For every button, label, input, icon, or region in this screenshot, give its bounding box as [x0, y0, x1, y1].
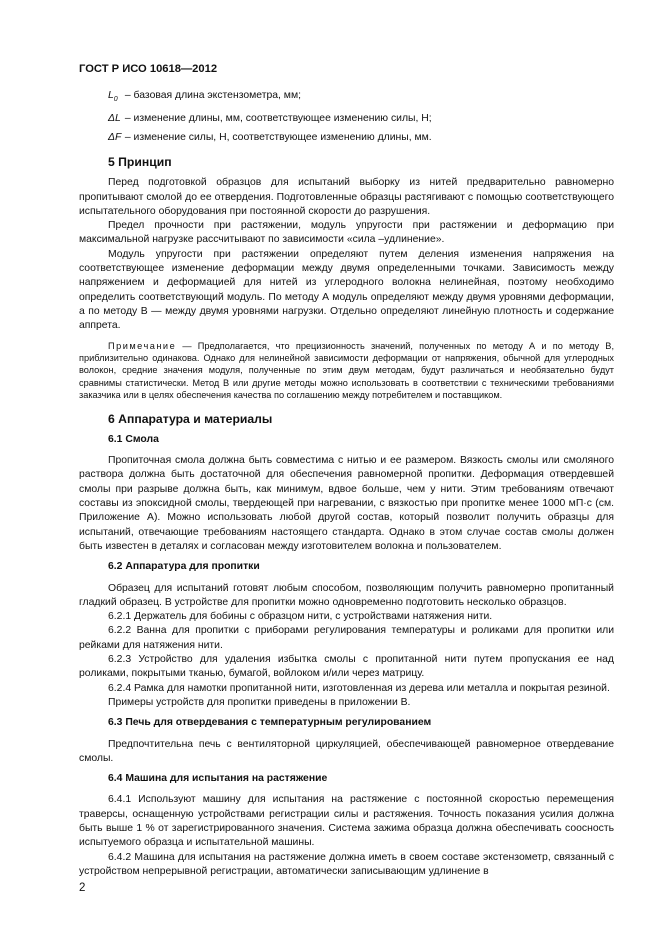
definition-text: – базовая длина экстензометра, мм; [122, 90, 301, 101]
item-6-2-4: 6.2.4 Рамка для намотки пропитанной нити, изготовленная из дерева или металла и покрытая резиной. [108, 682, 610, 694]
section-6-title: 6 Аппаратура и материалы [108, 411, 273, 426]
definition-text: – изменение силы, Н, соответствующее изменению длины, мм. [122, 131, 432, 143]
section-6-2-paragraph: Образец для испытаний готовят любым способом, позволяющим получить равномерно пропитанный гладкий образец. В устройстве для пропитки можно одновременно подготовить несколько образцов. [79, 582, 614, 608]
section-5-paragraph-2: Предел прочности при растяжении, модуль упругости при растяжении и деформацию при максимальной нагрузке рассчитывают по зависимости «сила –удлинение». [79, 220, 614, 246]
item-6-2-1: 6.2.1 Держатель для бобины с образцом нити, с устройствами натяжения нити. [108, 611, 493, 623]
standard-header: ГОСТ Р ИСО 10618—2012 [79, 63, 218, 75]
definition-text: – изменение длины, мм, соответствующее изменению силы, Н; [122, 112, 432, 124]
section-6-3-title: 6.3 Печь для отвердевания с температурным регулированием [108, 717, 432, 729]
item-6-4-2: 6.4.2 Машина для испытания на растяжение должна иметь в своем составе экстензометр, связанный с устройством непрерывной регистрации, автоматически записывающим удлинение в [79, 851, 614, 877]
item-6-2-2: 6.2.2 Ванна для пропитки с приборами регулирования температуры и роликами для пропитки или рейками для натяжения нити. [79, 625, 614, 651]
section-6-2-examples: Примеры устройств для пропитки приведены в приложении В. [108, 696, 411, 708]
page-number: 2 [79, 882, 86, 894]
section-5-paragraph-3: Модуль упругости при растяжении определяют путем деления изменения напряжения на соответствующее изменение деформации между двумя определенными точками. Зависимость между напряжением и деформацией для нитей из углеродного волокна нелинейная, поэтому необходимо определить соответствующий модуль. По методу А модуль определяют между двумя уровнями деформации, а по методу В — между двумя уровнями нагрузки. Отдельно определяют линейную плотность и содержание аппрета. [79, 248, 614, 332]
section-6-3-paragraph: Предпочтительна печь с вентиляторной циркуляцией, обеспечивающей равномерное отвердевание смолы. [79, 738, 614, 764]
symbol-df: ΔF [108, 131, 122, 143]
section-5-note [79, 340, 614, 402]
note-label: Примечание [108, 340, 177, 351]
section-6-1-paragraph: Пропиточная смола должна быть совместима с нитью и ее размером. Вязкость смолы или смоляного раствора должна быть достаточной для обеспечения равномерной пропитки. Деформация отвердевшей смолы при разрыве должна быть, как минимум, вдвое больше, чем у нити. Этим требованиям отвечают составы из эпоксидной смолы, твердеющей при нагревании, с вязкостью при пропитке менее 1000 мП·с (см. Приложение А). Можно использовать любой другой состав, который позволит получить образцы для испытаний, отвечающие требованиям настоящего стандарта. Однако в этом случае состав смолы должен быть известен в деталях и согласован между изготовителем волокна и пользователем. [79, 455, 614, 552]
symbol-l0: $L_0$ [108, 90, 118, 104]
section-5-paragraph-1: Перед подготовкой образцов для испытаний выборку из нитей предварительно равномерно пропитывают смолой до ее отвердения. Подготовленные образцы растягивают с помощью соответствующего испытательного оборудования при постоянной скорости до разрушения. [79, 177, 614, 217]
definition-L0 [108, 89, 614, 107]
section-6-1-title: 6.1 Смола [108, 433, 159, 445]
section-6-2-title: 6.2 Аппаратура для пропитки [108, 561, 260, 573]
page-content [79, 89, 614, 879]
note-text: — Предполагается, что прецизионность значений, полученных по методу А и по методу В, приблизительно одинакова. Однако для нелинейной зависимости деформации от напряжения, обычной для углеродных волокон, средние значения модуля, полученные по этим двум методам, будут различаться и необязательно будут сравнимы статистически. Метод В или другие методы можно использовать в соответствии с техническими требованиями заказчика или в целях обеспечения качества по соглашению между потребителем и поставщиком. [79, 340, 614, 401]
item-6-2-3: 6.2.3 Устройство для удаления избытка смолы с пропитанной нити путем пропускания ее над роликами, покрытыми тканью, бумагой, войлоком и/или через матрицу. [79, 654, 614, 680]
symbol-dl: ΔL [108, 112, 121, 124]
definition-dF [108, 131, 614, 145]
section-5-title: 5 Принцип [108, 154, 172, 169]
item-6-4-1: 6.4.1 Используют машину для испытания на растяжение с постоянной скоростью перемещения траверсы, оснащенную устройствами регистрации силы и растяжения. Точность показания усилия должна быть выше 1 % от зарегистрированного значения. Система зажима образца должна обеспечивать соосность испытуемого образца и испытательной машины. [79, 794, 614, 849]
definition-dL [108, 112, 614, 126]
section-6-4-title: 6.4 Машина для испытания на растяжение [108, 773, 328, 785]
